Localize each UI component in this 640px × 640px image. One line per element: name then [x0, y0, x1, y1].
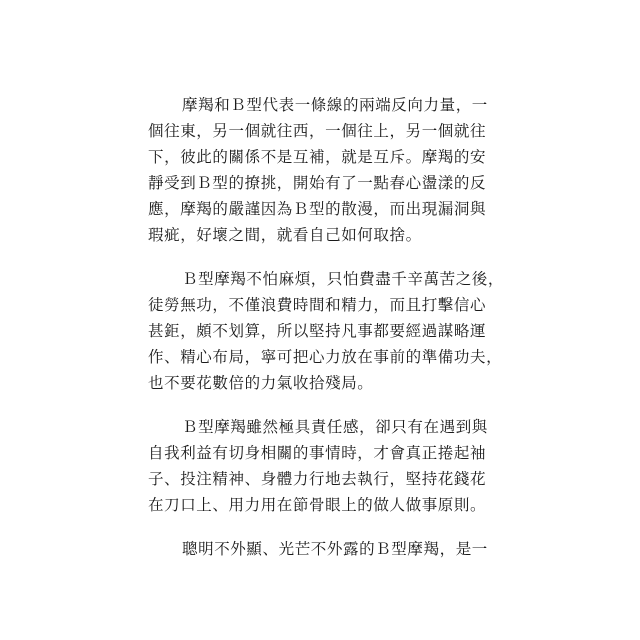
text-line: 摩羯和Ｂ型代表一條線的兩端反向力量，一: [182, 96, 488, 114]
text-line: 徒勞無功，不僅浪費時間和精力，而且打擊信心: [148, 296, 487, 314]
text-line: 瑕疵，好壞之間，就看自己如何取捨。: [148, 226, 422, 244]
text-line: 甚鉅，頗不划算，所以堅持凡事都要經過謀略運: [148, 322, 487, 340]
text-line: 作、精心布局，寧可把心力放在事前的準備功夫，: [148, 348, 503, 366]
text-line: 個往東，另一個就往西，一個往上，另一個就往: [148, 122, 487, 140]
paragraph-1: [148, 92, 488, 248]
text-line: 在刀口上、用力用在節骨眼上的做人做事原則。: [148, 496, 487, 514]
text-line: Ｂ型摩羯不怕麻煩，只怕費盡千辛萬苦之後，: [182, 270, 505, 288]
text-line: 靜受到Ｂ型的撩挑，開始有了一點春心盪漾的反: [148, 174, 487, 192]
paragraph-4: [148, 536, 488, 562]
body-text: [148, 92, 505, 580]
paragraph-3: [148, 414, 488, 518]
text-line: 下，彼此的關係不是互補，就是互斥。摩羯的安: [148, 148, 487, 166]
text-line: 也不要花數倍的力氣收拾殘局。: [148, 374, 374, 392]
text-line: 自我利益有切身相關的事情時，才會真正捲起袖: [148, 444, 487, 462]
text-line: 聰明不外顯、光芒不外露的Ｂ型摩羯，是一: [182, 540, 488, 558]
text-line: 應，摩羯的嚴謹因為Ｂ型的散漫，而出現漏洞與: [148, 200, 487, 218]
text-line: Ｂ型摩羯雖然極具責任感，卻只有在遇到與: [182, 418, 488, 436]
paragraph-2: [148, 266, 505, 396]
text-line: 子、投注精神、身體力行地去執行，堅持花錢花: [148, 470, 487, 488]
